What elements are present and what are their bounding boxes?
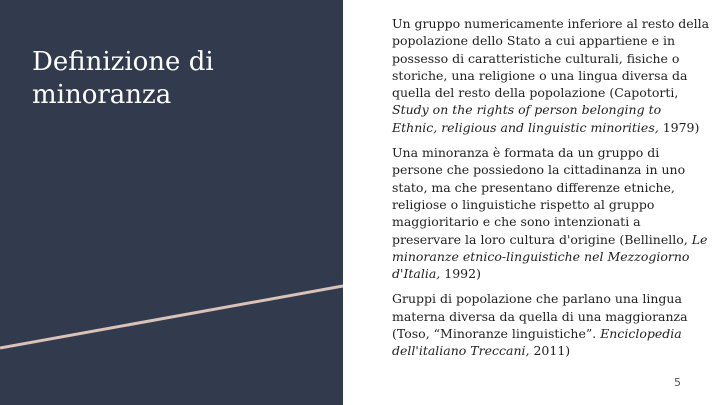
definition-paragraph [392, 144, 710, 282]
definition-text: Un gruppo numericamente inferiore al resto della popolazione dello Stato a cui appartiene e in possesso di caratteristiche culturali, fisiche o storiche, una religione o una lingua diversa da quella del resto della popolazione (Capotorti, [392, 16, 710, 101]
definition-text: Gruppi di popolazione che parlano una lingua materna diversa da quella di una maggioranza (Toso, “Minoranze linguistiche”. [392, 291, 688, 342]
definition-paragraph [392, 290, 710, 359]
definition-tail: 1992) [440, 266, 481, 282]
slide-title: Definizione di minoranza [32, 47, 214, 110]
decorative-accent-line [0, 0, 343, 405]
definition-tail: 2011) [529, 343, 571, 359]
definition-source: Enciclopedia dell'italiano Treccani, [392, 326, 682, 359]
page-number: 5 [674, 376, 681, 389]
definition-source: Study on the rights of person belonging to Ethnic, religious and linguistic minorities, [392, 102, 662, 135]
definitions-list [392, 15, 710, 368]
definition-source: Le minoranze etnico-linguistiche nel Mezzogiorno d'Italia, [392, 231, 708, 282]
definition-tail: 1979) [658, 119, 700, 135]
title-panel [0, 0, 343, 405]
definition-text: Una minoranza è formata da un gruppo di persone che possiedono la cittadinanza in uno stato, ma che presentano differenze etniche, religiose o linguistiche rispetto al gruppo maggioritario e che sono intenzionati a preservare la loro cultura d'origine (Bellinello, [392, 145, 692, 247]
definition-paragraph [392, 15, 710, 136]
